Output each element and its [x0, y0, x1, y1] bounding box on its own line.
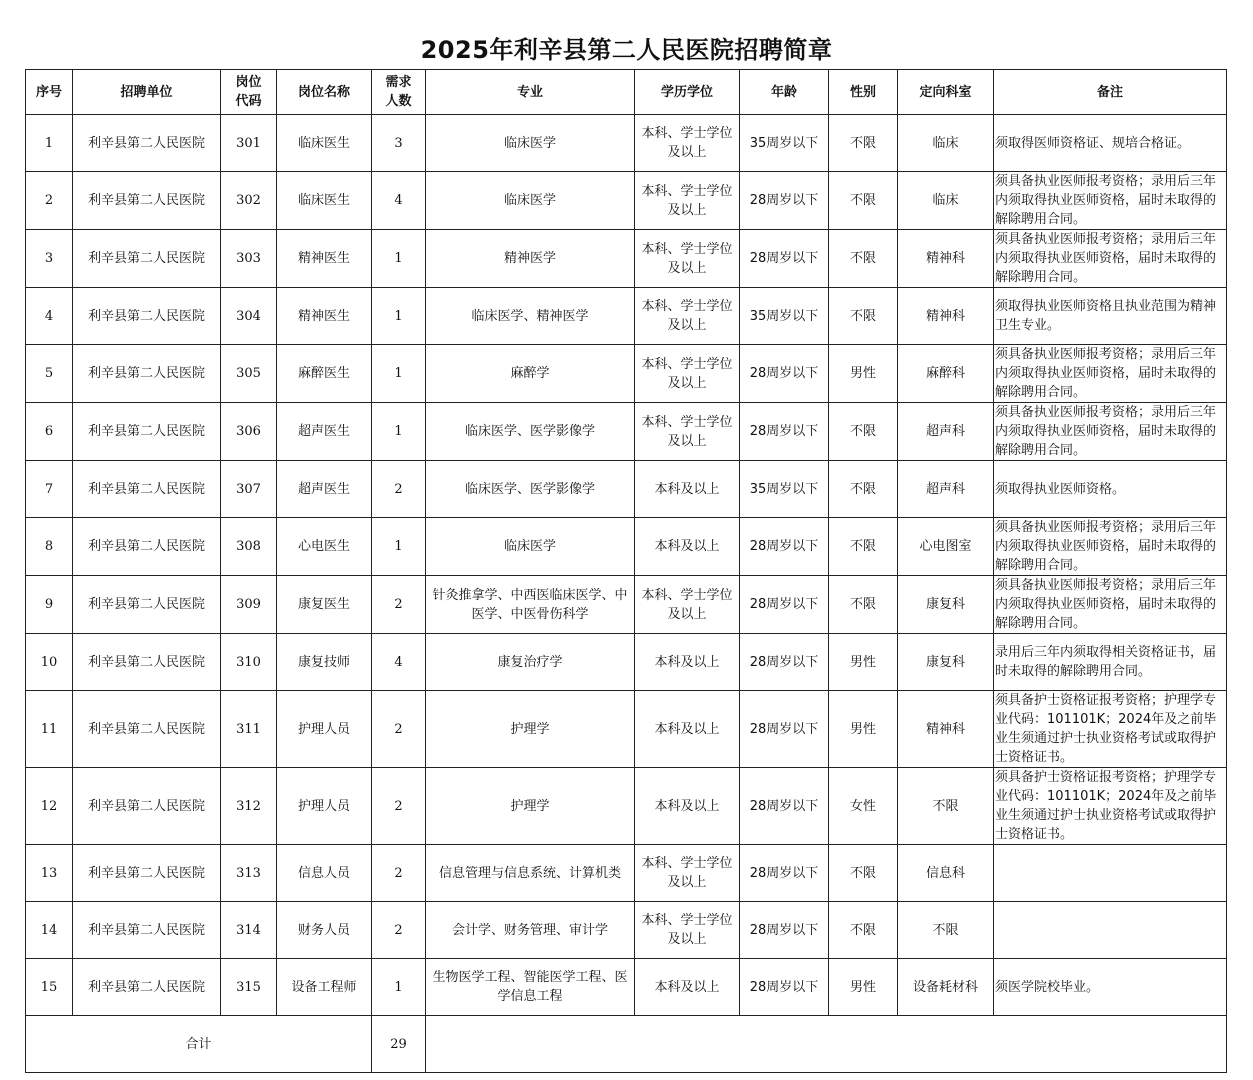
cell-note: 须具备执业医师报考资格；录用后三年内须取得执业医师资格，届时未取得的解除聘用合同。: [994, 576, 1227, 634]
cell-edu: 本科、学士学位及以上: [635, 230, 740, 288]
cell-code: 301: [221, 115, 277, 172]
cell-name: 精神医生: [277, 288, 372, 345]
cell-major: 信息管理与信息系统、计算机类: [426, 845, 635, 902]
cell-unit: 利辛县第二人民医院: [73, 403, 221, 461]
cell-name: 康复技师: [277, 634, 372, 691]
cell-code: 310: [221, 634, 277, 691]
cell-edu: 本科、学士学位及以上: [635, 845, 740, 902]
cell-note: 须具备执业医师报考资格；录用后三年内须取得执业医师资格，届时未取得的解除聘用合同。: [994, 518, 1227, 576]
cell-dept: 信息科: [898, 845, 994, 902]
cell-count: 1: [372, 288, 426, 345]
table-row: [26, 768, 1227, 845]
cell-major: 康复治疗学: [426, 634, 635, 691]
cell-seq: 11: [26, 691, 73, 768]
cell-note: 须具备护士资格证报考资格；护理学专业代码：101101K；2024年及之前毕业生须通过护士执业资格考试或取得护士资格证书。: [994, 768, 1227, 845]
cell-name: 临床医生: [277, 115, 372, 172]
cell-count: 2: [372, 845, 426, 902]
cell-age: 35周岁以下: [740, 115, 829, 172]
cell-name: 麻醉医生: [277, 345, 372, 403]
table-row: [26, 576, 1227, 634]
cell-note: 录用后三年内须取得相关资格证书，届时未取得的解除聘用合同。: [994, 634, 1227, 691]
cell-note: 须取得执业医师资格且执业范围为精神卫生专业。: [994, 288, 1227, 345]
cell-code: 303: [221, 230, 277, 288]
cell-code: 305: [221, 345, 277, 403]
cell-code: 306: [221, 403, 277, 461]
cell-age: 28周岁以下: [740, 902, 829, 959]
cell-unit: 利辛县第二人民医院: [73, 959, 221, 1016]
cell-code: 313: [221, 845, 277, 902]
header-count-label: 需求人数: [385, 75, 412, 109]
cell-dept: 超声科: [898, 461, 994, 518]
cell-name: 精神医生: [277, 230, 372, 288]
header-name: 岗位名称: [277, 70, 372, 115]
cell-seq: 12: [26, 768, 73, 845]
cell-note: [994, 845, 1227, 902]
cell-name: 超声医生: [277, 461, 372, 518]
cell-major: 针灸推拿学、中西医临床医学、中医学、中医骨伤科学: [426, 576, 635, 634]
cell-gender: 不限: [829, 518, 898, 576]
cell-dept: 精神科: [898, 691, 994, 768]
cell-note: 须具备护士资格证报考资格；护理学专业代码：101101K；2024年及之前毕业生须通过护士执业资格考试或取得护士资格证书。: [994, 691, 1227, 768]
cell-seq: 1: [26, 115, 73, 172]
cell-unit: 利辛县第二人民医院: [73, 634, 221, 691]
cell-code: 311: [221, 691, 277, 768]
cell-gender: 男性: [829, 345, 898, 403]
cell-major: 麻醉学: [426, 345, 635, 403]
table-header-row: [26, 70, 1227, 115]
cell-name: 财务人员: [277, 902, 372, 959]
cell-edu: 本科及以上: [635, 461, 740, 518]
cell-unit: 利辛县第二人民医院: [73, 230, 221, 288]
cell-age: 35周岁以下: [740, 461, 829, 518]
cell-code: 315: [221, 959, 277, 1016]
cell-gender: 不限: [829, 230, 898, 288]
cell-seq: 6: [26, 403, 73, 461]
recruitment-table: [25, 69, 1227, 1073]
cell-edu: 本科、学士学位及以上: [635, 115, 740, 172]
cell-major: 护理学: [426, 768, 635, 845]
cell-age: 28周岁以下: [740, 345, 829, 403]
cell-major: 精神医学: [426, 230, 635, 288]
cell-unit: 利辛县第二人民医院: [73, 768, 221, 845]
cell-dept: 麻醉科: [898, 345, 994, 403]
cell-edu: 本科、学士学位及以上: [635, 576, 740, 634]
cell-dept: 临床: [898, 115, 994, 172]
cell-gender: 不限: [829, 403, 898, 461]
header-dept: 定向科室: [898, 70, 994, 115]
cell-gender: 不限: [829, 288, 898, 345]
cell-major: 护理学: [426, 691, 635, 768]
page-title: 2025年利辛县第二人民医院招聘简章: [420, 36, 833, 64]
cell-count: 2: [372, 768, 426, 845]
total-label: 合计: [26, 1016, 372, 1073]
cell-seq: 9: [26, 576, 73, 634]
header-seq: 序号: [26, 70, 73, 115]
cell-dept: 精神科: [898, 288, 994, 345]
cell-code: 309: [221, 576, 277, 634]
cell-note: [994, 902, 1227, 959]
table-row: [26, 230, 1227, 288]
cell-gender: 不限: [829, 845, 898, 902]
cell-name: 心电医生: [277, 518, 372, 576]
cell-unit: 利辛县第二人民医院: [73, 518, 221, 576]
cell-edu: 本科及以上: [635, 634, 740, 691]
cell-code: 304: [221, 288, 277, 345]
cell-count: 2: [372, 691, 426, 768]
cell-code: 302: [221, 172, 277, 230]
cell-seq: 2: [26, 172, 73, 230]
cell-major: 临床医学、精神医学: [426, 288, 635, 345]
cell-unit: 利辛县第二人民医院: [73, 691, 221, 768]
total-count: 29: [372, 1016, 426, 1073]
cell-name: 护理人员: [277, 768, 372, 845]
cell-unit: 利辛县第二人民医院: [73, 288, 221, 345]
cell-count: 3: [372, 115, 426, 172]
cell-edu: 本科及以上: [635, 691, 740, 768]
cell-major: 临床医学、医学影像学: [426, 461, 635, 518]
table-row: [26, 845, 1227, 902]
header-code-label: 岗位代码: [235, 75, 262, 109]
cell-count: 1: [372, 230, 426, 288]
cell-age: 28周岁以下: [740, 576, 829, 634]
cell-unit: 利辛县第二人民医院: [73, 845, 221, 902]
table-row: [26, 518, 1227, 576]
cell-note: 须取得医师资格证、规培合格证。: [994, 115, 1227, 172]
cell-note: 须具备执业医师报考资格；录用后三年内须取得执业医师资格，届时未取得的解除聘用合同。: [994, 172, 1227, 230]
cell-major: 临床医学: [426, 518, 635, 576]
cell-dept: 精神科: [898, 230, 994, 288]
cell-gender: 不限: [829, 461, 898, 518]
header-code: [221, 70, 277, 115]
cell-count: 1: [372, 959, 426, 1016]
cell-seq: 14: [26, 902, 73, 959]
cell-edu: 本科、学士学位及以上: [635, 288, 740, 345]
cell-seq: 3: [26, 230, 73, 288]
cell-unit: 利辛县第二人民医院: [73, 576, 221, 634]
table-row: [26, 172, 1227, 230]
table-row: [26, 634, 1227, 691]
cell-seq: 7: [26, 461, 73, 518]
cell-count: 4: [372, 634, 426, 691]
table-body: [26, 115, 1227, 1073]
cell-note: 须取得执业医师资格。: [994, 461, 1227, 518]
cell-edu: 本科及以上: [635, 959, 740, 1016]
cell-age: 28周岁以下: [740, 172, 829, 230]
table-row: [26, 691, 1227, 768]
table-row: [26, 288, 1227, 345]
cell-seq: 15: [26, 959, 73, 1016]
cell-gender: 不限: [829, 576, 898, 634]
table-row: [26, 959, 1227, 1016]
table-row: [26, 115, 1227, 172]
cell-name: 临床医生: [277, 172, 372, 230]
cell-name: 超声医生: [277, 403, 372, 461]
table-row: [26, 902, 1227, 959]
table-row: [26, 461, 1227, 518]
cell-count: 2: [372, 902, 426, 959]
cell-gender: 男性: [829, 634, 898, 691]
cell-age: 28周岁以下: [740, 518, 829, 576]
cell-seq: 10: [26, 634, 73, 691]
cell-dept: 超声科: [898, 403, 994, 461]
cell-name: 设备工程师: [277, 959, 372, 1016]
cell-age: 28周岁以下: [740, 403, 829, 461]
cell-age: 28周岁以下: [740, 845, 829, 902]
header-count: [372, 70, 426, 115]
cell-code: 314: [221, 902, 277, 959]
cell-name: 护理人员: [277, 691, 372, 768]
cell-note: 须具备执业医师报考资格；录用后三年内须取得执业医师资格，届时未取得的解除聘用合同。: [994, 345, 1227, 403]
cell-unit: 利辛县第二人民医院: [73, 902, 221, 959]
cell-major: 临床医学: [426, 115, 635, 172]
cell-major: 临床医学、医学影像学: [426, 403, 635, 461]
cell-edu: 本科、学士学位及以上: [635, 403, 740, 461]
cell-code: 312: [221, 768, 277, 845]
cell-age: 28周岁以下: [740, 768, 829, 845]
cell-gender: 男性: [829, 959, 898, 1016]
cell-unit: 利辛县第二人民医院: [73, 345, 221, 403]
cell-dept: 设备耗材科: [898, 959, 994, 1016]
cell-seq: 4: [26, 288, 73, 345]
cell-age: 28周岁以下: [740, 959, 829, 1016]
cell-edu: 本科及以上: [635, 768, 740, 845]
cell-edu: 本科、学士学位及以上: [635, 345, 740, 403]
cell-note: 须具备执业医师报考资格；录用后三年内须取得执业医师资格，届时未取得的解除聘用合同。: [994, 403, 1227, 461]
cell-count: 4: [372, 172, 426, 230]
cell-name: 信息人员: [277, 845, 372, 902]
cell-gender: 女性: [829, 768, 898, 845]
header-major: 专业: [426, 70, 635, 115]
cell-seq: 5: [26, 345, 73, 403]
cell-unit: 利辛县第二人民医院: [73, 461, 221, 518]
cell-seq: 8: [26, 518, 73, 576]
cell-gender: 不限: [829, 172, 898, 230]
header-age: 年龄: [740, 70, 829, 115]
cell-unit: 利辛县第二人民医院: [73, 172, 221, 230]
cell-count: 2: [372, 461, 426, 518]
cell-count: 1: [372, 345, 426, 403]
header-unit: 招聘单位: [73, 70, 221, 115]
cell-count: 1: [372, 518, 426, 576]
cell-gender: 男性: [829, 691, 898, 768]
cell-code: 307: [221, 461, 277, 518]
table-row: [26, 403, 1227, 461]
cell-count: 2: [372, 576, 426, 634]
cell-dept: 不限: [898, 768, 994, 845]
cell-major: 临床医学: [426, 172, 635, 230]
header-gender: 性别: [829, 70, 898, 115]
cell-gender: 不限: [829, 902, 898, 959]
cell-age: 35周岁以下: [740, 288, 829, 345]
cell-major: 会计学、财务管理、审计学: [426, 902, 635, 959]
cell-age: 28周岁以下: [740, 230, 829, 288]
cell-dept: 康复科: [898, 634, 994, 691]
total-blank: [426, 1016, 1227, 1073]
cell-dept: 康复科: [898, 576, 994, 634]
cell-dept: 临床: [898, 172, 994, 230]
cell-note: 须医学院校毕业。: [994, 959, 1227, 1016]
cell-seq: 13: [26, 845, 73, 902]
cell-count: 1: [372, 403, 426, 461]
total-row: [26, 1016, 1227, 1073]
cell-note: 须具备执业医师报考资格；录用后三年内须取得执业医师资格，届时未取得的解除聘用合同。: [994, 230, 1227, 288]
cell-gender: 不限: [829, 115, 898, 172]
cell-edu: 本科、学士学位及以上: [635, 172, 740, 230]
cell-code: 308: [221, 518, 277, 576]
cell-major: 生物医学工程、智能医学工程、医学信息工程: [426, 959, 635, 1016]
cell-edu: 本科、学士学位及以上: [635, 902, 740, 959]
cell-unit: 利辛县第二人民医院: [73, 115, 221, 172]
cell-age: 28周岁以下: [740, 634, 829, 691]
cell-edu: 本科及以上: [635, 518, 740, 576]
cell-dept: 不限: [898, 902, 994, 959]
table-row: [26, 345, 1227, 403]
header-note: 备注: [994, 70, 1227, 115]
cell-name: 康复医生: [277, 576, 372, 634]
cell-age: 28周岁以下: [740, 691, 829, 768]
header-edu: 学历学位: [635, 70, 740, 115]
cell-dept: 心电图室: [898, 518, 994, 576]
